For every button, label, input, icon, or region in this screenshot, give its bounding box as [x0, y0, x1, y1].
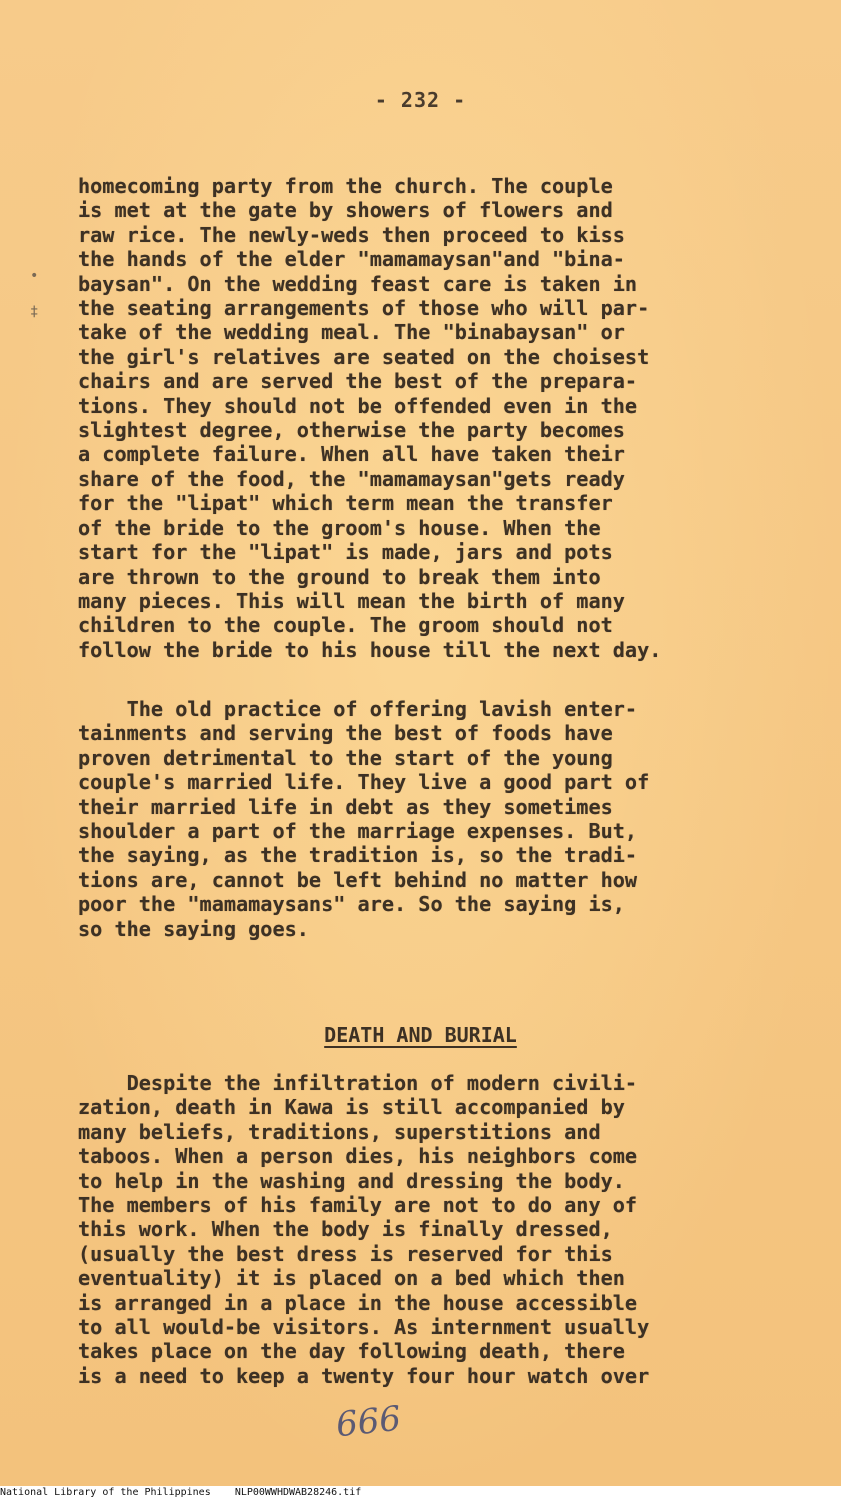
text-line: poor the "mamamaysans" are. So the saying is, — [78, 892, 625, 917]
text-line: slightest degree, otherwise the party becomes — [78, 418, 625, 443]
text-line: share of the food, the "mamamaysan"gets ready — [78, 466, 625, 491]
text-line: chairs and are served the best of the prepara- — [78, 369, 638, 394]
text-line: Despite the infiltration of modern civili- — [78, 1071, 638, 1095]
margin-mark: ‡ — [30, 304, 39, 320]
text-line: tions are, cannot be left behind no matter how — [78, 867, 638, 892]
text-line: baysan". On the wedding feast care is taken in — [78, 271, 638, 296]
text-line: a complete failure. When all have taken their — [78, 442, 625, 467]
footer-file-id: NLP00WWHDWAB28246.tif — [234, 1487, 362, 1498]
text-line: the seating arrangements of those who will par- — [78, 296, 650, 321]
text-line: take of the wedding meal. The "binabaysan" or — [78, 320, 625, 345]
text-line: so the saying goes. — [78, 916, 309, 941]
text-line: start for the "lipat" is made, jars and pots — [78, 540, 613, 565]
margin-mark: • — [30, 268, 39, 284]
text-line: the saying, as the tradition is, so the tradi- — [78, 843, 638, 868]
text-line: taboos. When a person dies, his neighbors come — [78, 1144, 638, 1169]
text-line: is a need to keep a twenty four hour watch over — [78, 1363, 650, 1388]
text-line: to all would-be visitors. As internment usually — [78, 1315, 650, 1340]
paragraph-death-and-burial — [78, 1071, 798, 1388]
text-line: this work. When the body is finally dressed, — [78, 1217, 613, 1242]
text-line: shoulder a part of the marriage expenses. But, — [78, 819, 638, 844]
text-line: proven detrimental to the start of the young — [78, 745, 613, 770]
text-line: homecoming party from the church. The couple — [78, 174, 613, 198]
footer-library: National Library of the Philippines — [0, 1487, 211, 1498]
text-line: the girl's relatives are seated on the choisest — [78, 344, 650, 369]
text-line: follow the bride to his house till the next day. — [78, 637, 662, 662]
text-line: their married life in debt as they sometimes — [78, 794, 613, 819]
section-heading — [0, 1023, 841, 1047]
text-line: zation, death in Kawa is still accompanied by — [78, 1095, 625, 1120]
text-line: is arranged in a place in the house accessible — [78, 1290, 638, 1315]
text-line: children to the couple. The groom should not — [78, 613, 613, 638]
text-line: tainments and serving the best of foods have — [78, 721, 613, 746]
text-line: (usually the best dress is reserved for this — [78, 1241, 613, 1266]
text-line: raw rice. The newly-weds then proceed to kiss — [78, 222, 625, 247]
text-line: couple's married life. They live a good part of — [78, 770, 650, 795]
text-line: takes place on the day following death, there — [78, 1339, 625, 1364]
text-line: tions. They should not be offended even in the — [78, 393, 638, 418]
text-line: to help in the washing and dressing the body. — [78, 1168, 625, 1193]
text-line: are thrown to the ground to break them into — [78, 564, 601, 589]
text-line: is met at the gate by showers of flowers and — [78, 198, 613, 223]
text-line: many beliefs, traditions, superstitions and — [78, 1119, 601, 1144]
text-line: for the "lipat" which term mean the transfer — [78, 491, 613, 516]
text-line: eventuality) it is placed on a bed which then — [78, 1266, 625, 1291]
scan-footer — [0, 1486, 841, 1500]
handwritten-page-note: 666 — [334, 1398, 403, 1446]
text-line: The members of his family are not to do any of — [78, 1193, 638, 1218]
text-line: many pieces. This will mean the birth of many — [78, 588, 625, 613]
paragraph-homecoming — [78, 174, 798, 662]
paragraph-old-practice — [78, 697, 798, 941]
text-line: The old practice of offering lavish enter- — [78, 697, 638, 721]
text-line: of the bride to the groom's house. When the — [78, 515, 601, 540]
text-line: the hands of the elder "mamamaysan"and "bina- — [78, 247, 625, 272]
section-heading-text: DEATH AND BURIAL — [324, 1023, 517, 1047]
page-number: - 232 - — [374, 88, 467, 112]
